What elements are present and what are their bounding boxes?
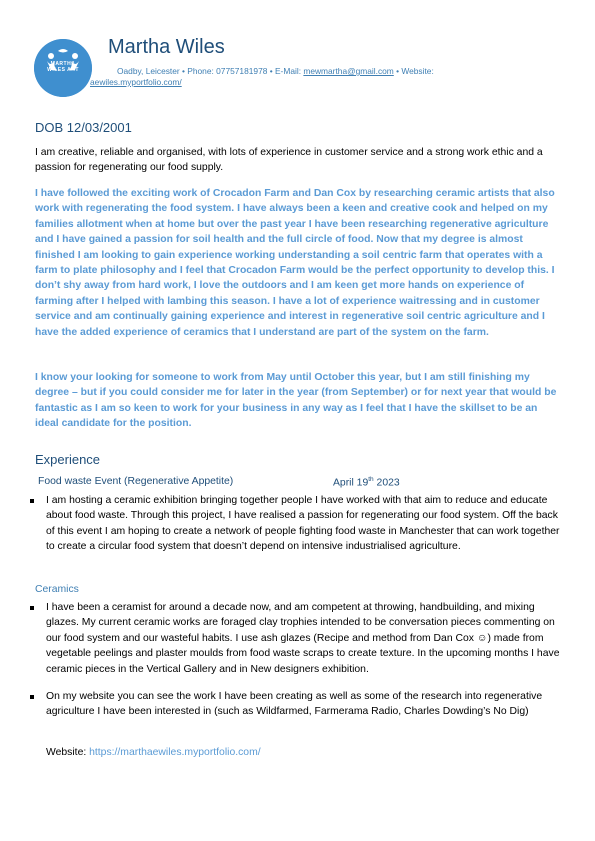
contact-line xyxy=(117,66,434,76)
job-date-year: 2023 xyxy=(373,477,400,489)
job-title: Food waste Event (Regenerative Appetite) xyxy=(38,476,234,487)
date-of-birth: DOB 12/03/2001 xyxy=(35,120,132,135)
email-link[interactable]: mewmartha@gmail.com xyxy=(303,66,394,76)
website-label: • Website: xyxy=(393,66,434,76)
ceramics-bullet-1-text: I have been a ceramist for around a decade now, and am competent at throwing, handbuilding, and mixing glazes. My current ceramic works are foraged clay trophies intended to be conversation pieces commenting on our food system and our wasteful habits. I use ash glazes (Recipe and method from Dan Cox ☺) made from vegetable peelings and plaster moulds from food waste scraps to create texture. In the upcoming months I have ceramic pieces in the Vertical Gallery and in New designers exhibition. xyxy=(46,602,560,675)
bullet-icon xyxy=(30,606,34,610)
contact-details: Oadby, Leicester • Phone: 07757181978 • E-Mail: xyxy=(117,66,304,76)
website-link[interactable]: https://marthaewiles.myportfolio.com/ xyxy=(89,747,261,758)
job-date xyxy=(333,476,400,488)
intro-paragraph: I am creative, reliable and organised, with lots of experience in customer service and a strong work ethic and a passion for regenerating our food supply. xyxy=(35,147,543,174)
website-link-header[interactable]: aewiles.myportfolio.com/ xyxy=(90,77,182,87)
ceramics-bullet-2-text: On my website you can see the work I have been creating as well as some of the research into regenerative agriculture I have been interested in (such as Wildfarmed, Farmerama Radio, Charles Dowding’s No Dig) xyxy=(46,691,543,718)
logo xyxy=(34,39,92,97)
website-line xyxy=(46,747,261,758)
bullet-icon xyxy=(30,695,34,699)
cover-paragraph-2: I know your looking for someone to work from May until October this year, but I am still finishing my degree – but if you could consider me for later in the year (from September) or for next year that would be fantastic as I am so keen to work for your business in any way as I feel that I have the skillset to be an ideal candidate for the position. xyxy=(35,372,557,430)
job-date-suffix: th xyxy=(368,476,374,483)
ceramics-heading: Ceramics xyxy=(35,584,79,595)
cover-paragraph-1: I have followed the exciting work of Crocadon Farm and Dan Cox by researching ceramic artists that also work with regenerating the food system. I have always been a keen and creative cook and helped on my families allotment when at home but over the past year I have been researching regenerative agriculture and I have gained a passion for soil health and the full circle of food. Now that my degree is almost finished I am looking to gain experience working understanding a soil centric farm that operates with a farm to plate philosophy and I feel that Crocadon Farm would be the perfect opportunity to develop this. I don’t shy away from hard work, I love the outdoors and I am keen get more hands on experience of farming after I helped with lambing this season. I have a lot of experience waitressing and in customer service and am continually gaining experience and interest in regenerative soil centric agriculture and I have the added experience of ceramics that I understand are part of the system on the farm. xyxy=(35,188,555,338)
website-label: Website: xyxy=(46,747,90,758)
bullet-icon xyxy=(30,499,34,503)
logo-text: MARTHA WILES ART xyxy=(47,61,79,73)
experience-heading: Experience xyxy=(35,452,101,467)
job-bullet-text: I am hosting a ceramic exhibition bringing together people I have worked with that aim to reduce and educate about food waste. Through this project, I have realised a passion for regenerating our food system. Off the back of this event I am hoping to create a network of people fighting food waste in Manchester that can work together to create a circular food system that doesn’t depend on intensive industrialised agriculture. xyxy=(46,495,560,553)
job-entry xyxy=(38,476,400,489)
candidate-name: Martha Wiles xyxy=(108,36,225,58)
job-date-main: April 19 xyxy=(333,477,369,489)
